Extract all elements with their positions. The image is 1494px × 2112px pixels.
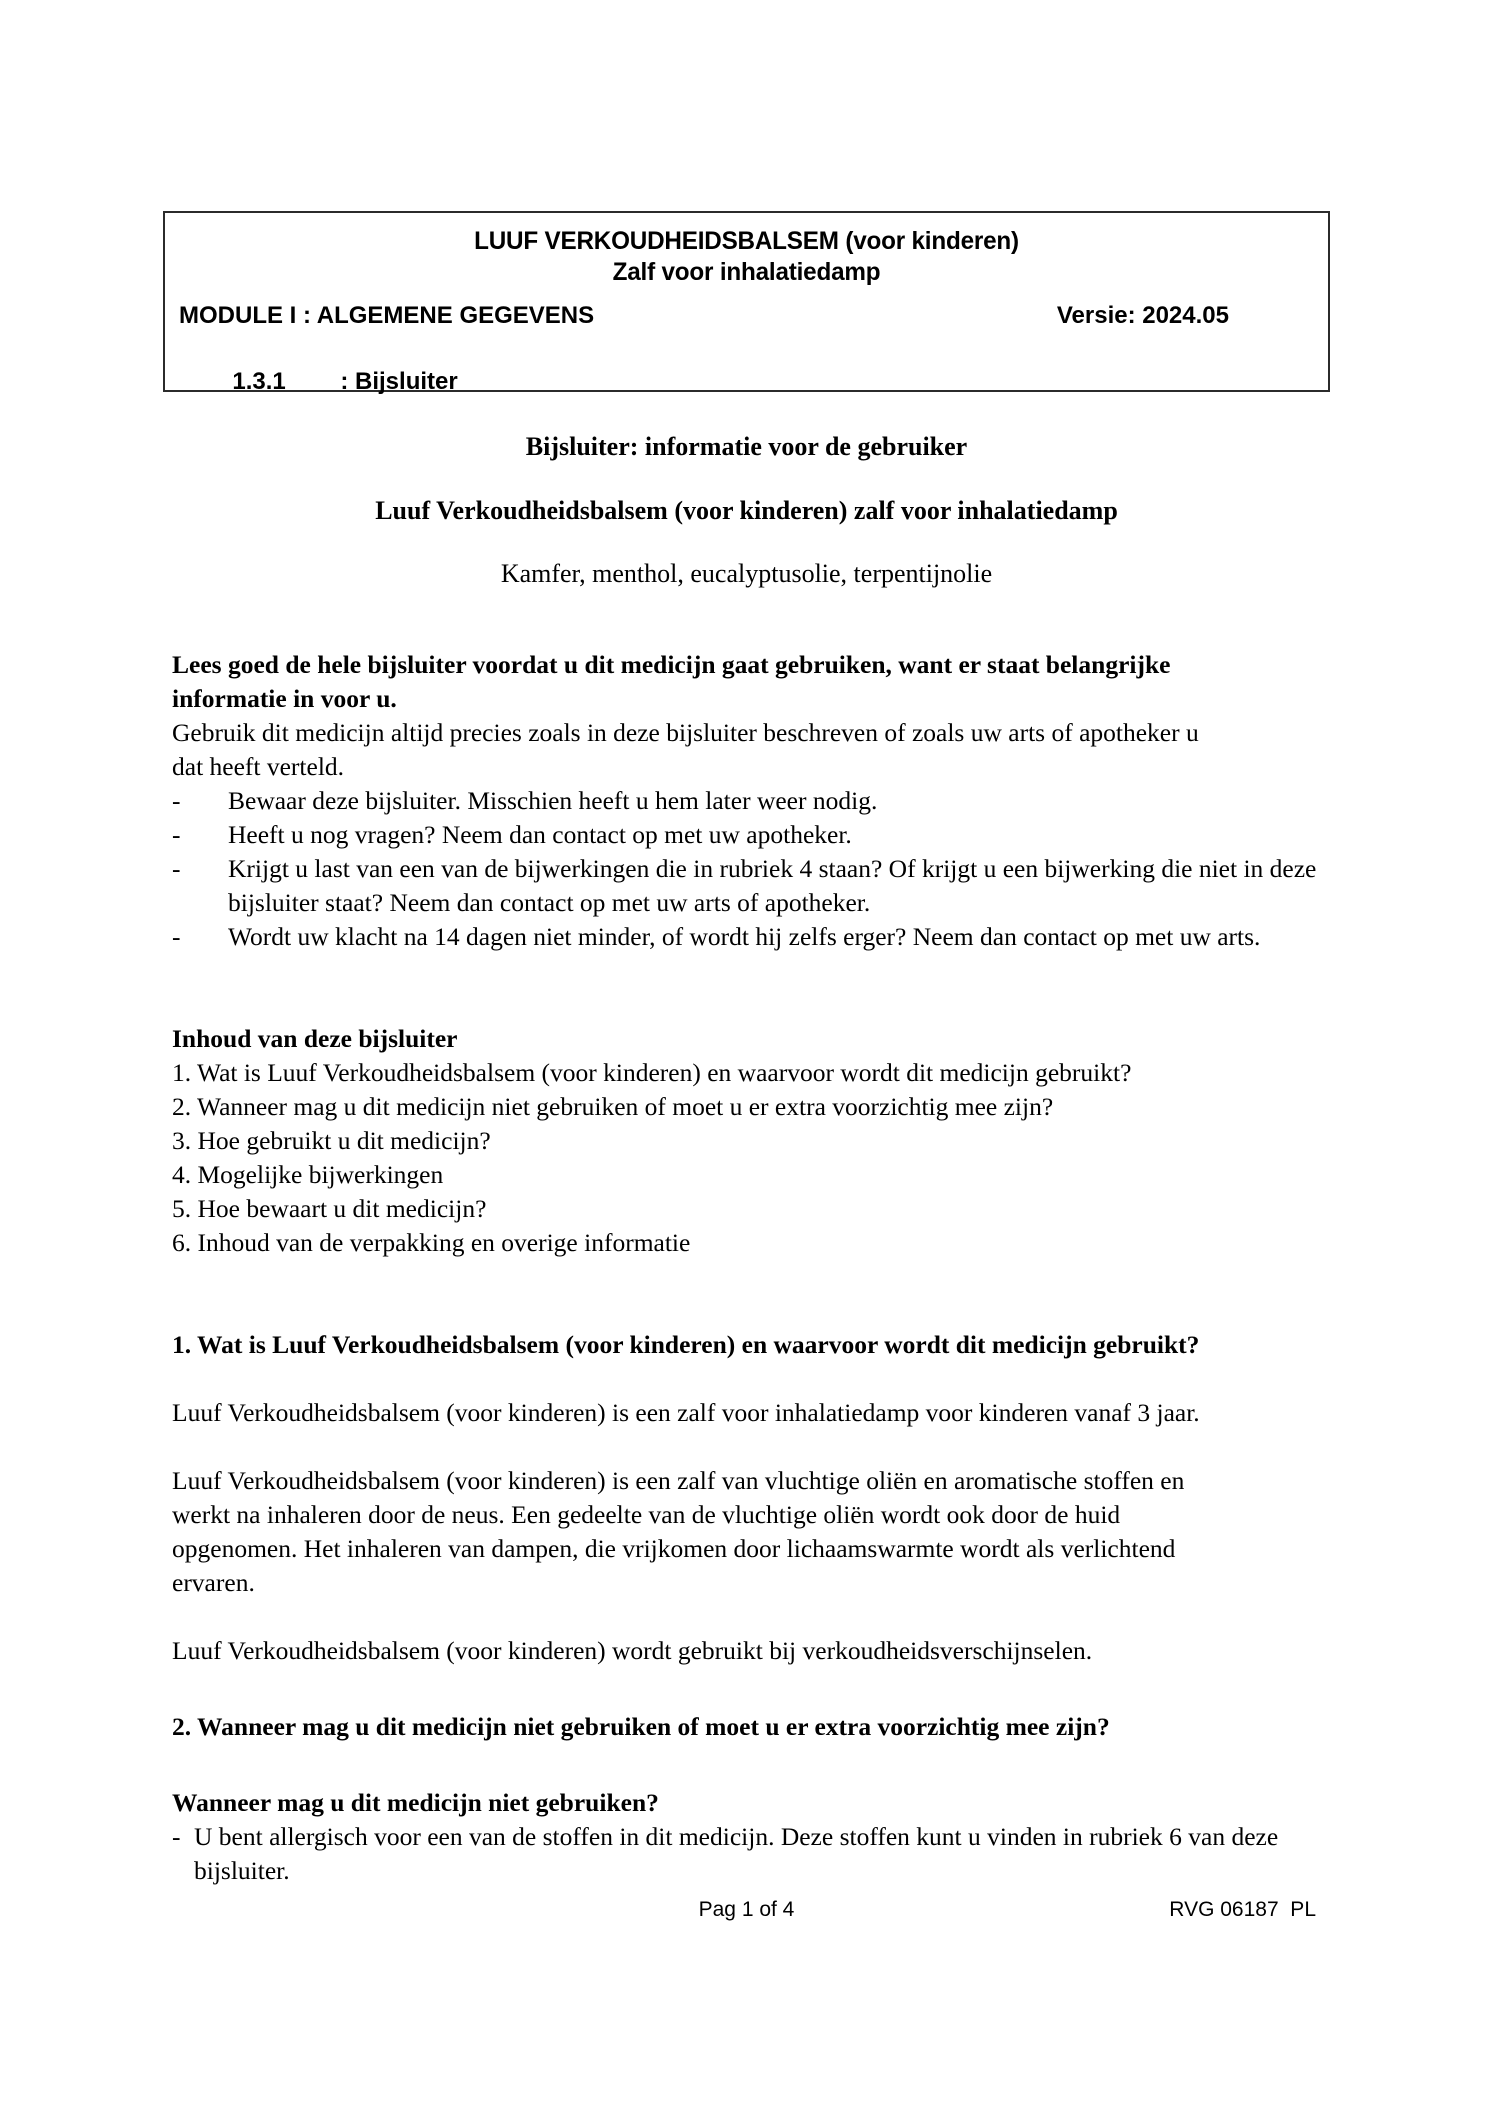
registration-number: RVG 06187 PL [1169, 1898, 1316, 1921]
list-item [172, 784, 1334, 818]
dash-marker: - [172, 922, 181, 951]
read-carefully-bold-line-2: informatie in voor u. [172, 684, 397, 713]
page-number-label: Pag 1 of 4 [698, 1898, 795, 1921]
product-title: LUUF VERKOUDHEIDSBALSEM (voor kinderen) [474, 227, 1019, 255]
section-2-subheading: Wanneer mag u dit medicijn niet gebruiken? [172, 1788, 659, 1817]
module-label: MODULE I : ALGEMENE GEGEVENS [179, 302, 595, 329]
list-item-line: Krijgt u last van een van de bijwerkingen die in rubriek 4 staan? Of krijgt u een bijwerking die [228, 854, 1193, 883]
read-carefully-bold-line-1: Lees goed de hele bijsluiter voordat u dit medicijn gaat gebruiken, want er staat belangrijke [172, 650, 1171, 679]
section-name: : Bijsluiter [340, 368, 458, 395]
list-item-line: Wordt uw klacht na 14 dagen niet minder, of wordt hij zelfs erger? Neem dan contact op met [228, 922, 1174, 951]
list-item [172, 852, 1334, 920]
contents-item: 3. Hoe gebruikt u dit medicijn? [172, 1126, 491, 1155]
list-item-text [194, 1820, 1334, 1888]
list-item-line: niet in deze bijsluiter staat? Neem dan contact op met uw arts of apotheker. [228, 854, 1317, 917]
section-1-block [172, 1328, 1334, 1668]
contents-heading: Inhoud van deze bijsluiter [172, 1024, 458, 1053]
spacer [172, 954, 1334, 1022]
spacer [172, 1362, 1334, 1396]
header-section-row [179, 332, 1314, 431]
spacer [172, 1260, 1334, 1328]
list-item-line: U bent allergisch voor een van de stoffen in dit medicijn. Deze stoffen kunt u vinden in rubriek 6 [194, 1822, 1182, 1851]
section-1-paragraph-2-line: opgenomen. Het inhaleren van dampen, die vrijkomen door lichaamswarmte wordt als verlichtend [172, 1534, 1176, 1563]
section-1-paragraph-2-line: Luuf Verkoudheidsbalsem (voor kinderen) is een zalf van vluchtige oliën en aromatische stoffen en [172, 1466, 1185, 1495]
section-2-heading: 2. Wanneer mag u dit medicijn niet gebruiken of moet u er extra voorzichtig mee zijn? [172, 1712, 1110, 1741]
section-1-paragraph-2-line: werkt na inhaleren door de neus. Een gedeelte van de vluchtige oliën wordt ook door de huid [172, 1500, 1121, 1529]
section-number: 1.3.1 [232, 368, 286, 395]
header-module-row [179, 299, 1314, 332]
list-item-line: van deze bijsluiter. [194, 1822, 1279, 1885]
list-item-text: Bewaar deze bijsluiter. Misschien heeft u hem later weer nodig. [228, 786, 878, 815]
list-item-text [228, 852, 1334, 920]
active-substances: Kamfer, menthol, eucalyptusolie, terpentijnolie [500, 559, 993, 588]
section-1-heading: 1. Wat is Luuf Verkoudheidsbalsem (voor kinderen) en waarvoor wordt dit medicijn gebruikt? [172, 1330, 1200, 1359]
list-item-text: Heeft u nog vragen? Neem dan contact op met uw apotheker. [228, 820, 852, 849]
list-item-text [228, 920, 1334, 954]
spacer [172, 1430, 1334, 1464]
spacer [172, 1744, 1334, 1786]
read-carefully-body-line-1: Gebruik dit medicijn altijd precies zoals in deze bijsluiter beschreven of zoals uw arts of apotheker u [172, 718, 1199, 747]
spacer [172, 1668, 1334, 1710]
read-carefully-block [172, 648, 1334, 954]
dash-marker: - [172, 786, 181, 815]
list-item [172, 1820, 1334, 1888]
dash-marker: - [172, 1822, 181, 1851]
document-header-box [163, 211, 1330, 395]
contents-item: 5. Hoe bewaart u dit medicijn? [172, 1194, 487, 1223]
list-item [172, 818, 1334, 852]
contents-item: 4. Mogelijke bijwerkingen [172, 1160, 444, 1189]
read-carefully-body-line-2: dat heeft verteld. [172, 752, 345, 781]
list-item [172, 920, 1334, 954]
header-meta-block [179, 299, 1314, 431]
list-item-line: uw arts. [1179, 922, 1261, 951]
leaflet-heading: Bijsluiter: informatie voor de gebruiker [525, 432, 968, 461]
contents-item: 2. Wanneer mag u dit medicijn niet gebruiken of moet u er extra voorzichtig mee zijn? [172, 1092, 1054, 1121]
contents-block [172, 1022, 1334, 1260]
spacer [172, 1600, 1334, 1634]
product-full-name: Luuf Verkoudheidsbalsem (voor kinderen) zalf voor inhalatiedamp [375, 496, 1118, 525]
section-1-paragraph-3: Luuf Verkoudheidsbalsem (voor kinderen) wordt gebruikt bij verkoudheidsverschijnselen. [172, 1636, 1093, 1665]
contents-item: 6. Inhoud van de verpakking en overige informatie [172, 1228, 691, 1257]
dash-marker: - [172, 820, 181, 849]
header-title-block [165, 213, 1328, 288]
section-2-block [172, 1710, 1334, 1888]
section-1-paragraph-2-line: ervaren. [172, 1568, 255, 1597]
dosage-form-title: Zalf voor inhalatiedamp [612, 258, 881, 286]
page-footer [163, 1898, 1330, 1926]
version-label: Versie: 2024.05 [1056, 302, 1229, 329]
document-body [172, 648, 1334, 1888]
dash-marker: - [172, 854, 181, 883]
contents-item: 1. Wat is Luuf Verkoudheidsbalsem (voor kinderen) en waarvoor wordt dit medicijn gebruikt? [172, 1058, 1132, 1087]
section-1-paragraph-1: Luuf Verkoudheidsbalsem (voor kinderen) is een zalf voor inhalatiedamp voor kinderen vanaf 3 jaar. [172, 1398, 1200, 1427]
